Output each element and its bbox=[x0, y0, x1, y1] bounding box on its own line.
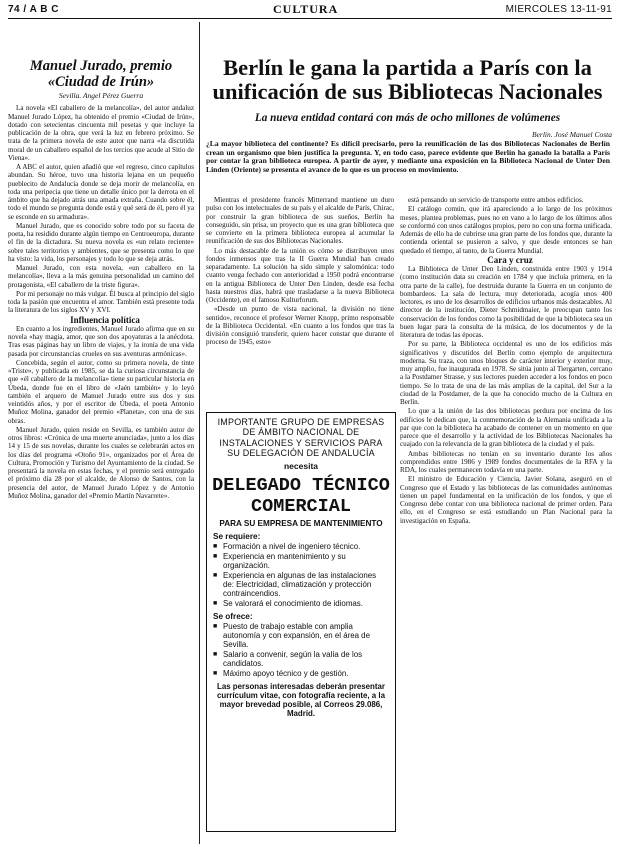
paragraph: La Biblioteca de Unter Den Linden, construida entre 1903 y 1914 (como institución data su creación en 1784 y que incluía primera, en la otra parte de la calle), fue destruida durante la Guerra en un conjunto de bombardeos. La sala de lectura, muy deteriorada, acogía unos 400 lectores, es uno de los desarrollos de edificios urbanos más destacables. Al director de la institución, Dieter Schmidmaier, le preocupan tanto los conservación de los fondos como la posibilidad de que la biblioteca sea un buen lugar para la consulta de la música, de los documentos y de la literatura de todas las épocas. bbox=[400, 265, 612, 339]
list-item: ■ Puesto de trabajo estable con amplia autonomía y con expansión, en el área de Sevilla. bbox=[223, 622, 389, 649]
list-item: ■ Formación a nivel de ingeniero técnico. bbox=[223, 542, 389, 551]
list-item: ■ Experiencia en mantenimiento y su organización. bbox=[223, 552, 389, 570]
paragraph: Lo más destacable de la unión es cómo se distribuyen unos fondos inmensos que tras la II Guerra Mundial han creado separadamente. La solución ha sido simple y salomónica: todo cuanto venga fechado con anterioridad a 1950 podrá encontrarse en la antigua Biblioteca de Unter Den Linden, desde esa fecha hasta nuestros días, habrá que trasladarse a la nueva Biblioteca (Occidente), en el famoso Kulturforum. bbox=[206, 246, 394, 304]
ad-position: DELEGADO TÉCNICO COMERCIAL bbox=[212, 474, 390, 517]
ad-needs: necesita bbox=[283, 460, 319, 471]
paragraph: está pensando un servicio de transporte entre ambos edificios. bbox=[408, 196, 584, 204]
paragraph: Mientras el presidente francés Mitterrand mantiene un duro pulso con los intelectuales de su país y el alcalde de París, Chirac, por construir la gran biblioteca de sus sueños, Berlín ha conseguido, sin prisa, un proyecto que es una gran biblioteca que se convierte en la primera biblioteca europea al acumular la reunificación de sus dos Bibliotecas Nacionales. bbox=[206, 196, 394, 246]
main-subtitle: La nueva entidad contará con más de ocho millones de volúmenes bbox=[254, 112, 561, 124]
paragraph: En cuanto a los ingredientes, Manuel Jurado afirma que en su novela «hay magia, amor, que son dos apoyaturas a la anécdota. Tras esas páginas hay un libro de viajes, y la ironía de una vida pasada por circunstancias crueles en sus aventuras armónicas». bbox=[8, 324, 194, 358]
section-title: CULTURA bbox=[273, 2, 339, 16]
main-subhead: Cara y cruz bbox=[487, 254, 533, 265]
ad-offers-title: Se ofrece: bbox=[213, 612, 253, 622]
paragraph: Concebida, según el autor, como su primera novela, de tinte «Triste», y publicada en 1985, se da la curiosa circunstancia de que «él caballero de la melancolía» tiene su particular historia en Úbeda, donde fue en el libro de «Jaén también» y lo leyó también el arquero de Manuel Jurado entre sus dos y sus veintidós años, y por el escritor de Úbeda, el poeta Antonio Muñoz Molina, ganador del premio «Planeta», con una de sus obras. bbox=[8, 358, 194, 425]
paragraph: Por su parte, la Biblioteca occidental es uno de los edificios más significativos y discutidos del Berlín como ejemplo de arquitectura moderna. Su traza, con unos bloques de carácter interior y exterior muy, muy amplio, fue inaugurada en 1978. Se sitúa junto al Tiergarten, cercano a la Postdamer Strasse, y sus lectores pueden acceder a los fondos en poco tiempo. Se lo trata de una de las más amplias de la capital, del Sur a la ciudad de la Postdamer, de la que ha conocido mucho de la Cultura en Berlín. bbox=[400, 340, 612, 406]
paragraph: La novela «El caballero de la melancolía», del autor andaluz Manuel Jurado López, ha obtenido el premio «Ciudad de Irún», dotado con setecientas cincuenta mil pesetas y que incluye la publicación de la obra, que verá la luz en febrero próximo. Se trata de la primera novela de este autor que narra «la discutida moral de un caballero español de los tercios que acude al Sitio de Viena». bbox=[8, 104, 194, 162]
list-item: ■ Se valorará el conocimiento de idiomas. bbox=[223, 599, 389, 608]
ad-requires-list bbox=[207, 542, 395, 608]
paragraph: El catálogo común, que irá apareciendo a lo largo de los próximos meses, plantea problemas, pues no en vano a lo largo de los últimos años se conformó con unos catálogos propios, pero no con una forma unificada. Además de ello ha de cubrirse una gran parte de los fondos que, durante la contienda oriental se pusieron a salvo, y que desde entonces se han quedado el tiempo, al tanto, de la Guerra Mundial. bbox=[400, 205, 612, 255]
ad-company: PARA SU EMPRESA DE MANTENIMIENTO bbox=[219, 518, 383, 528]
main-byline: Berlín. José Manuel Costa bbox=[532, 130, 612, 139]
main-lead: ¿La mayor biblioteca del continente? Es difícil precisarlo, pero la reunificación de las dos Bibliotecas Nacionales de Berlín crean un organismo que bien justifica la pregunta. Y, en todo caso, parece evidente que Berlín ha ganado la batalla a París por contar la gran biblioteca europea. A partir de ayer, y mediante una exposición en la Biblioteca Nacional de Unter Den Linden (Oriente) se presenta el avance de lo que es un proceso en movimiento. bbox=[206, 139, 610, 174]
ad-intro: IMPORTANTE GRUPO DE EMPRESAS DE ÁMBITO NACIONAL DE INSTALACIONES Y SERVICIOS PARA SU DELEGACIÓN DE ANDALUCÍA bbox=[217, 417, 385, 459]
paragraph: «Desde un punto de vista nacional, la división no tiene sentido», reconoce el profesor Werner Knopp, primo responsable de la Biblioteca Occidental. «En cuanto a los fondos que tras la división consiguió transferir, quiero hacer constar que durante el proceso de 1945, esto» bbox=[206, 305, 394, 347]
column-divider bbox=[199, 22, 200, 844]
paragraph: A ABC el autor, quien añadió que «el regreso, cinco capítulos abundan. Su héroe, tuvo una historia lejana en un pequeño pueblecito de Andalucía donde se deja morir de melancolía, en toda una peripecia que tiene un detalle único por la derrota en el ámbito que ha dejado atrás una amada extraña. Cuando sobre él, todo el mundo se pregunta donde está y qué será de él, pero él ya se esconde en su armadura». bbox=[8, 163, 194, 221]
left-article-byline: Sevilla. Angel Pérez Guerra bbox=[58, 91, 144, 100]
left-article bbox=[8, 58, 194, 843]
paragraph: Manuel Jurado, con esta novela, «un caballero en la melancolía», lleva a la más genuina personalidad un camino del protagonista, «El caballero de la triste figura». bbox=[8, 264, 194, 289]
paragraph: Manuel Jurado, que es conocido sobre todo por su faceta de poeta, ha residido durante algún tiempo en Centroeuropa, durante el fin de la dictadura. Su nueva novela es «un relato reciente» sobre tales territorios y ambientes, que se presenta como lo que ha visto: la vida, los personajes y todo lo que se deja atrás. bbox=[8, 221, 194, 263]
page-header bbox=[8, 2, 612, 19]
job-advertisement bbox=[206, 412, 396, 832]
paragraph: Por mi personaje no más vulgar. Él busca al principio del siglo toda la pasión que encuentra el amor. También está presente toda la literatura de los siglos XV y XVI. bbox=[8, 289, 194, 315]
page-number: 74 / A B C bbox=[8, 4, 59, 15]
issue-date: MIERCOLES 13-11-91 bbox=[505, 4, 612, 15]
main-headline: Berlín le gana la partida a París con la unificación de sus Bibliotecas Nacionales bbox=[212, 55, 603, 104]
paragraph: Lo que a la unión de las dos bibliotecas perdura por encima de los edificios le dedican que, la conmemoración de la Alemania unificada a la par que con la biblioteca ha acabado de contener en un momento en que parece que el desarrollo y la actividad de los Bibliotecas Nacionales ha cuajado con la relevancia de la gran biblioteca de la ciudad y el país. bbox=[400, 407, 612, 449]
ad-closing: Las personas interesadas deberán presentar currículum vitae, con fotografía reciente, a la mayor brevedad posible, al Correos 29.086, Madrid. bbox=[217, 682, 385, 719]
ad-requires-title: Se requiere: bbox=[213, 532, 261, 542]
main-column-1 bbox=[206, 196, 394, 406]
paragraph: El ministro de Educación y Ciencia, Javier Solana, aseguró en el Congreso que el Estado y las bibliotecas de las comunidades autónomas tienen un papel fundamental en la unificación de los fondos, y que el Congreso debe contar con una biblioteca nacional de primer orden. Para ello, en el Congreso se está estudiando un Plan Nacional para la investigación en España. bbox=[400, 475, 612, 525]
ad-offers-list bbox=[207, 622, 395, 678]
paragraph: Ambas bibliotecas no tenían en su inventario durante los años comprendidos entre 1986 y 1989 fondos documentales de la RFA y la RDA, los cuales permanecen todavía en una parte. bbox=[400, 449, 612, 474]
list-item: ■ Máximo apoyo técnico y de gestión. bbox=[223, 669, 389, 678]
list-item: ■ Salario a convenir, según la valía de los candidatos. bbox=[223, 650, 389, 668]
main-column-2 bbox=[400, 196, 612, 844]
left-article-title: Manuel Jurado, premio «Ciudad de Irún» bbox=[29, 58, 173, 90]
paragraph: Manuel Jurado, quien reside en Sevilla, es también autor de otros libros: «Crónica de una muerte anunciada», junto a los días 14 y 15 de sus novelas, durante los cuales se celebrarán actos en los días del programa «Otoño 91», organizados por el Área de Cultura, Promoción y Turismo del Ayuntamiento de la ciudad. Se presentará la novela en estas fechas, y el premio será entregado el próximo día 28 por el alcalde, de Alonso de Santos, con la presencia del autor, de Manuel Jurado López y de Antonio Muñoz Molina, ganador del «Premio Martín Navarrete». bbox=[8, 425, 194, 500]
left-subhead: Influencia política bbox=[70, 314, 140, 325]
list-item: ■ Experiencia en algunas de las instalaciones de: Electricidad, climatización y protección contraincendios. bbox=[223, 571, 389, 598]
